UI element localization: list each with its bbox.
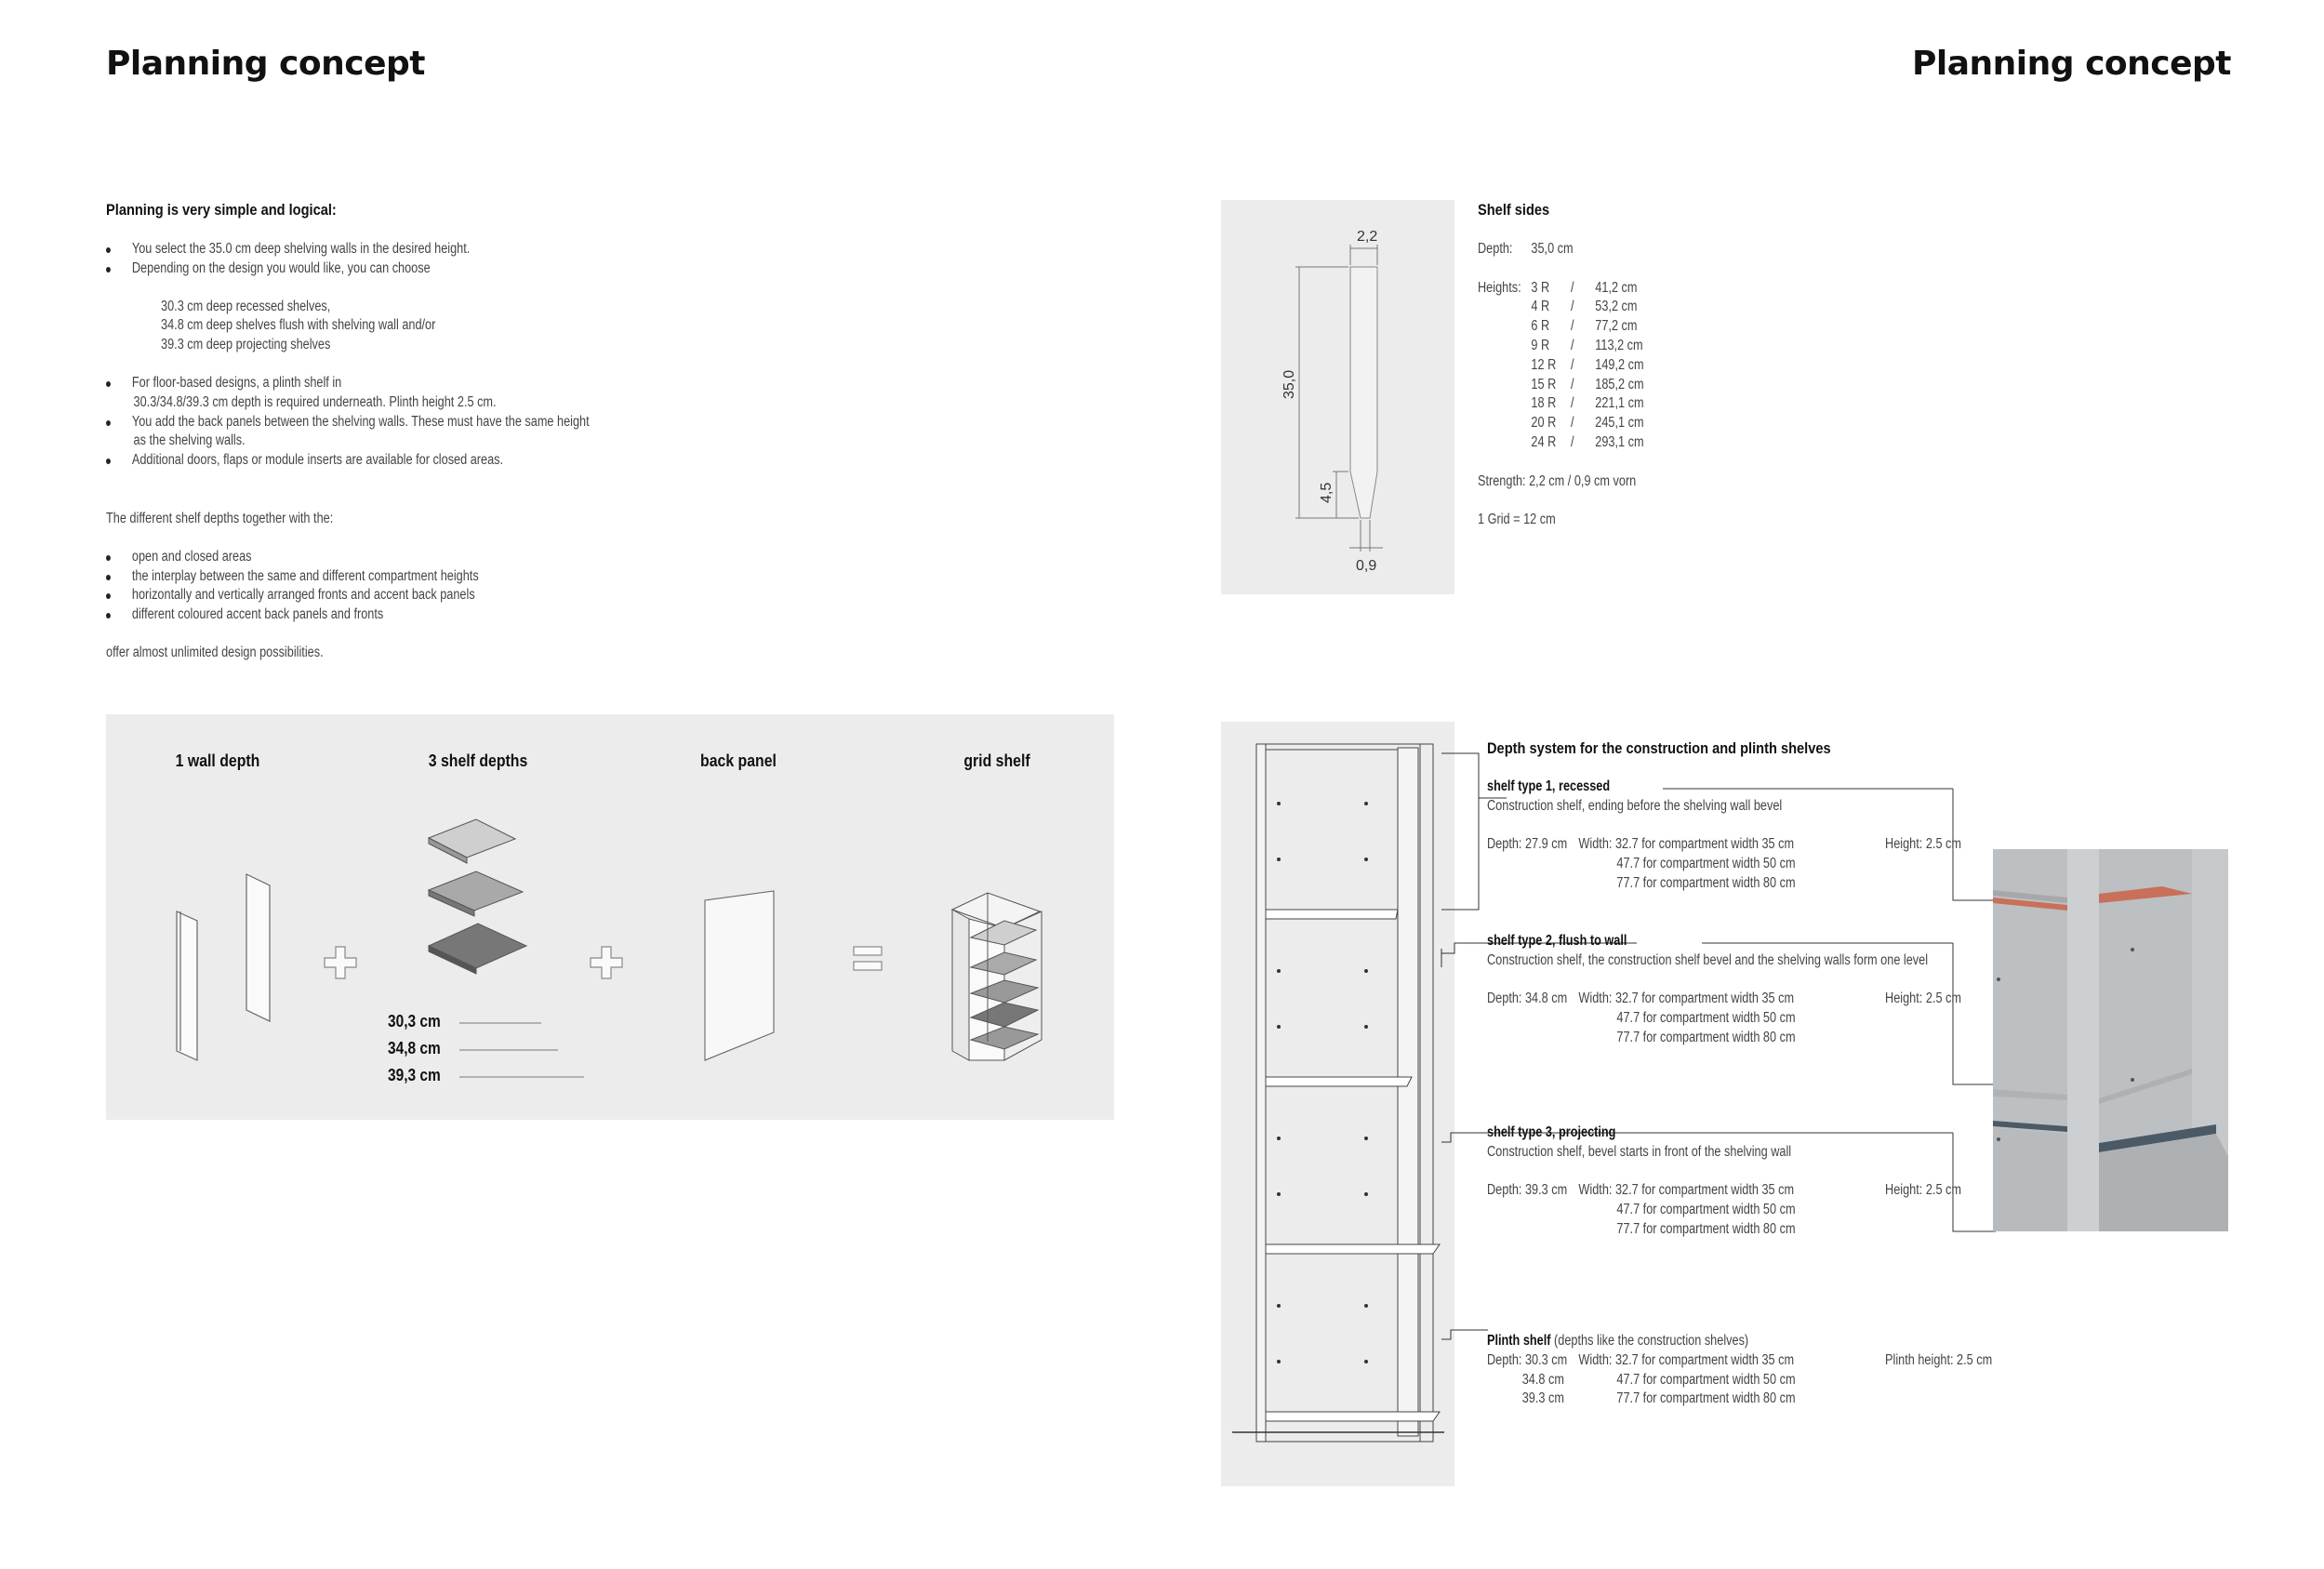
shelf-choice: 30.3 cm deep recessed shelves, xyxy=(161,298,331,314)
back-panel-icon xyxy=(705,891,774,1060)
grid-shelf-icon xyxy=(952,893,1042,1060)
height-row: 20 R / 245,1 cm xyxy=(1531,415,1644,432)
shelf-type-name: shelf type 2, flush to wall xyxy=(1487,933,1627,949)
equals-icon xyxy=(854,947,882,970)
intro-bullet: For floor-based designs, a plinth shelf in 30.3/34.8/39.3 cm depth is required underneath. Plinth height 2.5 cm. xyxy=(106,374,590,413)
depth-label: 34,8 cm xyxy=(388,1039,441,1057)
dim-height: 35,0 xyxy=(1282,369,1297,399)
height-row: 15 R / 185,2 cm xyxy=(1531,376,1644,392)
shelf-plates-icon xyxy=(429,819,526,974)
height-row: 12 R / 149,2 cm xyxy=(1531,356,1644,373)
page-title-left: Planning concept xyxy=(106,45,425,83)
construction-drawing xyxy=(1221,722,1454,1486)
design-bullet: open and closed areas xyxy=(106,548,590,567)
shelf-type-3: shelf type 3, projecting Construction shelf, bevel starts in front of the shelving wall Depth: 39.3 cm Width: 32.7 for compartment width 35 cm 47.7 for compartment width 50 cm 77.7 for compartment width 80 cm Height: 2.5 cm xyxy=(1487,1124,1961,1237)
depth-label: 30,3 cm xyxy=(388,1012,441,1030)
page-title-right: Planning concept xyxy=(1912,45,2231,83)
shelf-type-name: shelf type 3, projecting xyxy=(1487,1124,1616,1140)
height-row: 18 R / 221,1 cm xyxy=(1531,395,1644,412)
shelf-sides-specs: Depth: 35,0 cm Heights: 3 R / 41,2 cm 4 R / 53,2 cm 6 R / 77,2 cm 9 R / 113,2 cm 12 R / 149,2 cm 15 R / 185,2 cm 18 R / 221,1 cm 20 R / 245,1 cm 24 R / 293,1 cm Strength: 2,2 cm / 0,9 cm vorn 1 Grid = 12 cm xyxy=(1478,240,1671,530)
design-bullet: the interplay between the same and different compartment heights xyxy=(106,567,590,587)
design-bullet: horizontally and vertically arranged fronts and accent back panels xyxy=(106,586,590,605)
shelf-choice: 39.3 cm deep projecting shelves xyxy=(161,337,331,353)
shelf-side-panel xyxy=(1221,200,1454,594)
shelf-sides-title: Shelf sides xyxy=(1478,201,1550,219)
dim-bevel: 4,5 xyxy=(1319,482,1335,503)
dim-top: 2,2 xyxy=(1357,229,1378,245)
label-grid-shelf: grid shelf xyxy=(963,751,1030,770)
depth-system-title: Depth system for the construction and plinth shelves xyxy=(1487,739,1831,757)
dim-bottom: 0,9 xyxy=(1356,558,1377,574)
intro-bullet: You add the back panels between the shelving walls. These must have the same height as the shelving walls. xyxy=(106,413,590,452)
together-text: The different shelf depths together with the: xyxy=(106,510,334,526)
height-row: 3 R / 41,2 cm xyxy=(1531,279,1638,296)
height-row: 6 R / 77,2 cm xyxy=(1531,318,1638,335)
grid-text: 1 Grid = 12 cm xyxy=(1478,512,1556,528)
shelf-photo-render xyxy=(1993,849,2228,1231)
label-back-panel: back panel xyxy=(700,751,777,770)
plinth-name: Plinth shelf xyxy=(1487,1333,1551,1349)
intro-bullet: You select the 35.0 cm deep shelving walls in the desired height. xyxy=(106,240,590,259)
intro-bullet: Depending on the design you would like, you can choose xyxy=(106,259,590,279)
closing-text: offer almost unlimited design possibilities. xyxy=(106,644,324,660)
shelf-choice-list xyxy=(106,298,590,355)
strength-text: Strength: 2,2 cm / 0,9 cm vorn xyxy=(1478,472,1637,489)
intro-bullet: Additional doors, flaps or module inserts are available for closed areas. xyxy=(106,451,590,471)
plinth-shelf: Plinth shelf (depths like the construction shelves) Depth: 30.3 cm 34.8 cm 39.3 cm Width: 32.7 for compartment width 35 cm 47.7 for compartment width 50 cm 77.7 for compartment width 80 cm Plinth height: 2.5 cm xyxy=(1487,1333,1993,1407)
height-row: 24 R / 293,1 cm xyxy=(1531,433,1644,450)
height-row: 4 R / 53,2 cm xyxy=(1531,299,1638,315)
plus-icon xyxy=(325,947,356,978)
shelf-type-name: shelf type 1, recessed xyxy=(1487,778,1611,794)
plus-icon xyxy=(591,947,622,978)
label-shelf-depths: 3 shelf depths xyxy=(428,751,528,770)
components-panel xyxy=(106,714,1114,1120)
depth-label: 39,3 cm xyxy=(388,1066,441,1084)
shelf-photo xyxy=(1993,849,2228,1231)
shelf-choice: 34.8 cm deep shelves flush with shelving wall and/or xyxy=(161,317,436,334)
depth-lines xyxy=(459,1023,584,1077)
design-bullet: different coloured accent back panels and fronts xyxy=(106,605,590,625)
components-illustration xyxy=(106,714,1114,1120)
height-row: 9 R / 113,2 cm xyxy=(1531,337,1643,353)
shelf-depth-value: 35,0 cm xyxy=(1531,241,1574,257)
intro-text-block xyxy=(106,240,590,663)
label-wall-depth: 1 wall depth xyxy=(175,751,260,770)
construction-panel xyxy=(1221,722,1454,1486)
intro-heading: Planning is very simple and logical: xyxy=(106,201,337,219)
wall-panel-icon xyxy=(177,874,270,1060)
shelf-type-1: shelf type 1, recessed Construction shelf, ending before the shelving wall bevel Depth: 27.9 cm Width: 32.7 for compartment width 35 cm 47.7 for compartment width 50 cm 77.7 for compartment width 80 cm Height: 2.5 cm xyxy=(1487,778,1961,891)
shelf-type-2: shelf type 2, flush to wall Construction shelf, the construction shelf bevel and the shelving walls form one level Depth: 34.8 cm Width: 32.7 for compartment width 35 cm 47.7 for compartment width 50 cm 77.7 for compartment width 80 cm Height: 2.5 cm xyxy=(1487,933,1961,1045)
shelf-side-drawing xyxy=(1221,200,1454,594)
